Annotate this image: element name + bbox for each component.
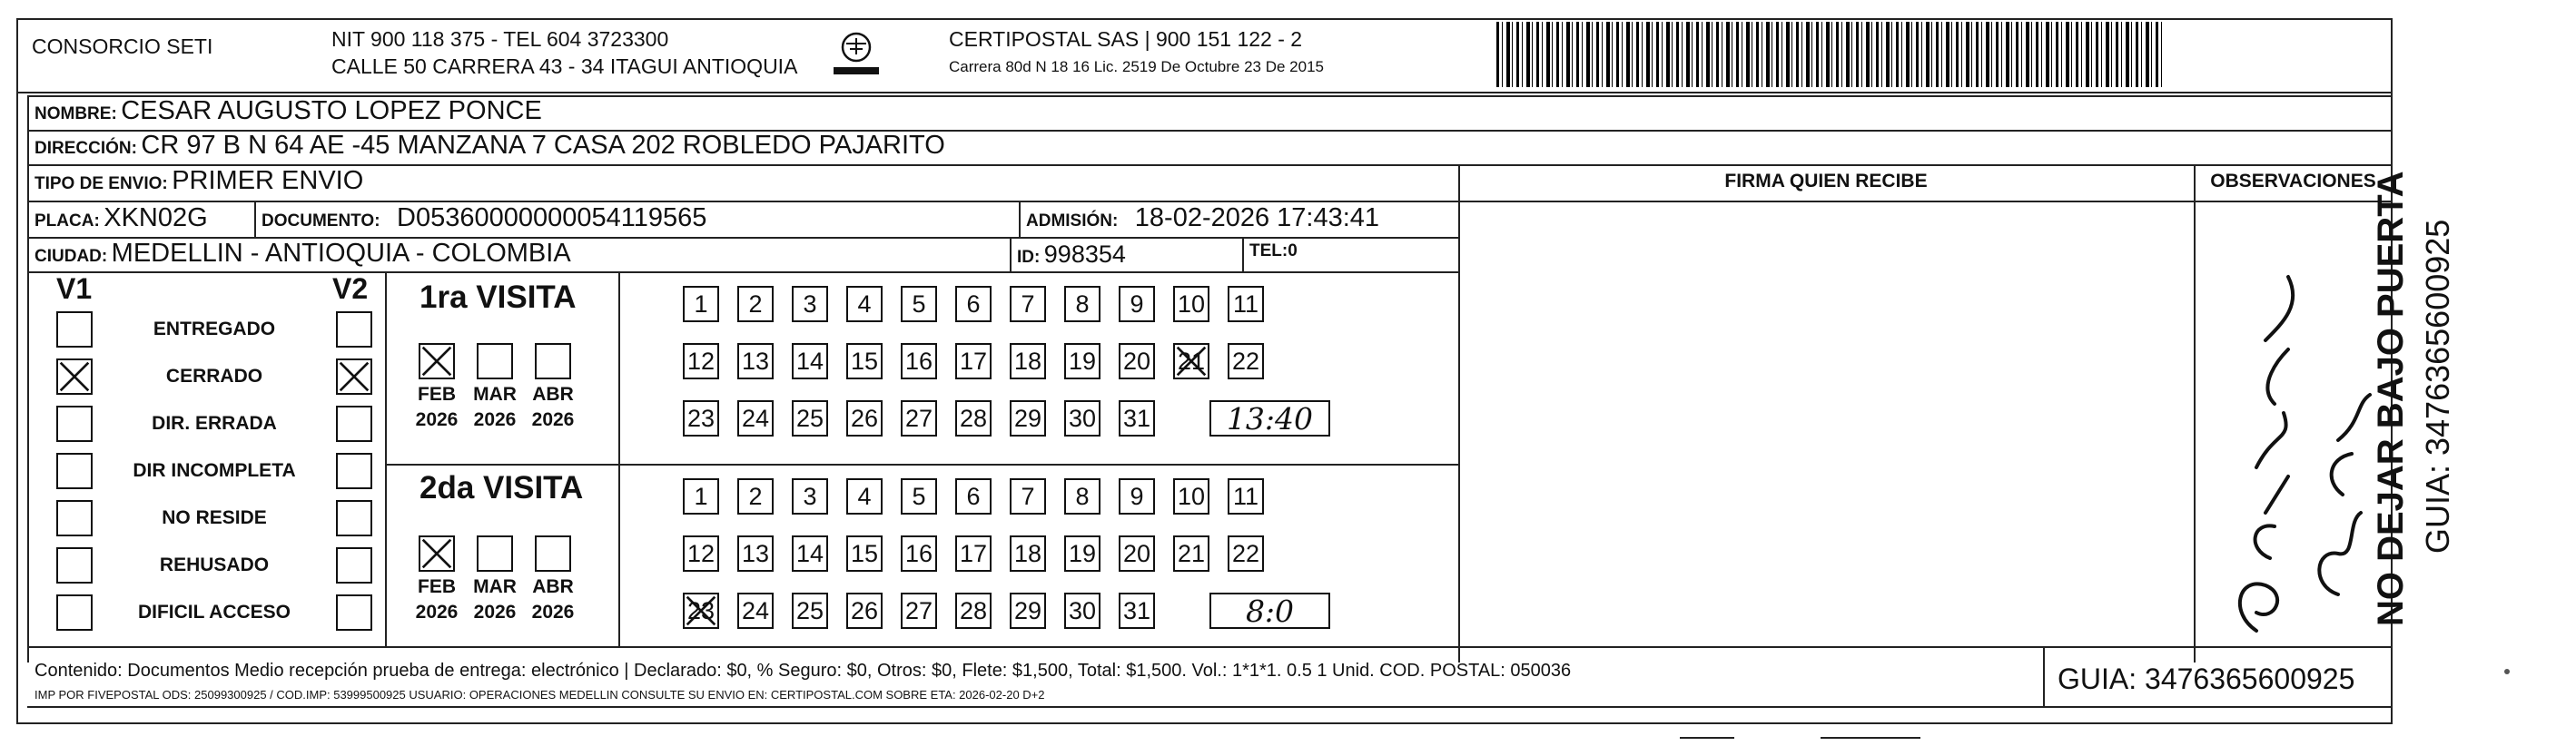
visit-month-label: ABR xyxy=(532,384,574,405)
visit-1-day-box[interactable]: 15 xyxy=(846,343,883,379)
footer-guia-divider xyxy=(2043,646,2045,706)
visit-2-day-box[interactable]: 31 xyxy=(1119,593,1155,629)
nombre-label: NOMBRE: xyxy=(35,104,117,123)
tel-value: 0 xyxy=(1288,241,1298,260)
visit-2-day-box[interactable]: 13 xyxy=(737,535,774,572)
col-line xyxy=(1242,237,1244,271)
admision-label: ADMISIÓN: xyxy=(1026,211,1119,231)
visit-1-month-checkbox[interactable] xyxy=(419,343,455,379)
ciudad-label: CIUDAD: xyxy=(35,247,108,266)
visit-1-day-box[interactable]: 7 xyxy=(1010,286,1046,322)
visit-month-label: MAR xyxy=(473,576,517,597)
visit-year-label: 2026 xyxy=(415,602,459,623)
footer-imp: IMP POR FIVEPOSTAL ODS: 25099300925 / COD.IMP: 53999500925 USUARIO: OPERACIONES MEDELLIN CONSULTE SU ENVIO EN: CERTIPOSTAL.COM SOBRE ETA: 2026-02-20 D+2 xyxy=(35,688,1045,702)
certipostal-logo xyxy=(828,27,884,82)
visit-2-day-box[interactable]: 4 xyxy=(846,478,883,515)
footer-bottom-line xyxy=(27,706,2393,708)
visit-1-day-box[interactable]: 30 xyxy=(1064,400,1100,437)
visit-month-label: FEB xyxy=(418,384,456,405)
documento-value: D05360000000054119565 xyxy=(397,203,707,232)
visit-2-day-box[interactable]: 16 xyxy=(901,535,937,572)
tipo-envio-row xyxy=(35,166,363,196)
nombre-row xyxy=(35,96,542,126)
visit-2-day-box[interactable]: 11 xyxy=(1228,478,1264,515)
visit-year-label: 2026 xyxy=(415,409,459,430)
placa-value: XKN02G xyxy=(104,203,208,232)
visit-2-day-box[interactable]: 19 xyxy=(1064,535,1100,572)
ciudad-value: MEDELLIN - ANTIOQUIA - COLOMBIA xyxy=(111,239,571,268)
documento-label: DOCUMENTO: xyxy=(262,211,380,231)
visit-1-month-checkbox[interactable] xyxy=(535,343,571,379)
v2-checkbox[interactable] xyxy=(336,406,372,442)
v1-checkbox[interactable] xyxy=(56,358,93,395)
firma-header: FIRMA QUIEN RECIBE xyxy=(1724,171,1928,191)
v1-checkbox[interactable] xyxy=(56,453,93,489)
visit-1-day-box[interactable]: 13 xyxy=(737,343,774,379)
edge-mark xyxy=(1821,737,1920,739)
visit-year-label: 2026 xyxy=(531,602,575,623)
status-option-label: CERRADO xyxy=(165,366,263,387)
visit-2-day-box[interactable]: 9 xyxy=(1119,478,1155,515)
visit-1-day-box[interactable]: 20 xyxy=(1119,343,1155,379)
visit-1-day-box[interactable]: 3 xyxy=(792,286,828,322)
v1-checkbox[interactable] xyxy=(56,547,93,584)
visit-2-day-box[interactable]: 28 xyxy=(955,593,992,629)
visit-1-day-box[interactable]: 24 xyxy=(737,400,774,437)
visit-2-day-box[interactable]: 1 xyxy=(683,478,719,515)
placa-row xyxy=(35,203,208,233)
visit-month-label: MAR xyxy=(473,384,517,405)
visit-2-day-box[interactable]: 22 xyxy=(1228,535,1264,572)
nombre-value: CESAR AUGUSTO LOPEZ PONCE xyxy=(121,96,542,125)
tel-row xyxy=(1249,241,1298,261)
visit-2-day-box[interactable]: 10 xyxy=(1173,478,1209,515)
barcode xyxy=(1496,22,2163,87)
visit-1-day-box[interactable]: 12 xyxy=(683,343,719,379)
visit-1-day-box[interactable]: 22 xyxy=(1228,343,1264,379)
admision-row xyxy=(1026,203,1379,233)
side-guia: GUIA: 3476365600925 xyxy=(2419,219,2456,554)
col-line xyxy=(1010,237,1012,271)
visit-month-label: ABR xyxy=(532,576,574,597)
handwritten-x-mark xyxy=(1175,345,1208,378)
courier-name: CERTIPOSTAL SAS | 900 151 122 - 2 xyxy=(949,27,1303,51)
status-option-label: NO RESIDE xyxy=(162,507,267,528)
visit-1-day-box[interactable]: 9 xyxy=(1119,286,1155,322)
sender-address: CALLE 50 CARRERA 43 - 34 ITAGUI ANTIOQUIA xyxy=(331,54,798,78)
visit-2-day-box[interactable]: 12 xyxy=(683,535,719,572)
visit-1-day-box[interactable]: 18 xyxy=(1010,343,1046,379)
visit-1-day-box[interactable]: 29 xyxy=(1010,400,1046,437)
v1-checkbox[interactable] xyxy=(56,406,93,442)
visit-1-day-box[interactable]: 19 xyxy=(1064,343,1100,379)
edge-mark xyxy=(1680,737,1734,739)
status-option-label: DIR. ERRADA xyxy=(152,413,277,434)
ciudad-row xyxy=(35,239,571,269)
footer-contenido: Contenido: Documentos Medio recepción prueba de entrega: electrónico | Declarado: $0, % Seguro: $0, Otros: $0, Flete: $1,500, Total: $1,500. Vol.: 1*1*1. 0.5 1 Unid. COD. POSTAL: 050036 xyxy=(35,661,1572,681)
visit-2-day-box[interactable]: 8 xyxy=(1064,478,1100,515)
placa-label: PLACA: xyxy=(35,211,100,231)
v2-checkbox[interactable] xyxy=(336,358,372,395)
section-divider xyxy=(385,271,387,646)
visit-1-day-box[interactable]: 10 xyxy=(1173,286,1209,322)
visit-2-month-checkbox[interactable] xyxy=(419,535,455,572)
direccion-row xyxy=(35,131,945,161)
visit-1-time-box[interactable]: 13:40 xyxy=(1209,400,1330,437)
id-row xyxy=(1017,240,1126,269)
tipo-envio-label: TIPO DE ENVIO: xyxy=(35,174,168,193)
form-left-border xyxy=(27,95,29,663)
visit-2-day-box[interactable]: 17 xyxy=(955,535,992,572)
visit-month-label: FEB xyxy=(418,576,456,597)
visit-2-day-box[interactable]: 15 xyxy=(846,535,883,572)
admision-value: 18-02-2026 17:43:41 xyxy=(1134,203,1380,232)
visit-2-day-box[interactable]: 30 xyxy=(1064,593,1100,629)
visit-1-day-box[interactable]: 27 xyxy=(901,400,937,437)
v2-checkbox[interactable] xyxy=(336,500,372,536)
visit-1-month-checkbox[interactable] xyxy=(477,343,513,379)
visit-2-day-box[interactable]: 20 xyxy=(1119,535,1155,572)
v2-checkbox[interactable] xyxy=(336,311,372,348)
status-option-label: DIFICIL ACCESO xyxy=(137,602,291,623)
id-value: 998354 xyxy=(1043,240,1126,268)
visit-1-day-box[interactable]: 21 xyxy=(1173,343,1209,379)
col-line xyxy=(254,201,256,237)
visit-1-day-box[interactable]: 26 xyxy=(846,400,883,437)
v1-checkbox[interactable] xyxy=(56,311,93,348)
visit-1-title: 1ra VISITA xyxy=(419,280,577,315)
visit-year-label: 2026 xyxy=(473,409,517,430)
visit-year-label: 2026 xyxy=(473,602,517,623)
visit-1-day-box[interactable]: 2 xyxy=(737,286,774,322)
header-divider xyxy=(16,92,2391,93)
row-line xyxy=(27,271,1460,273)
visit-2-day-box[interactable]: 23 xyxy=(683,593,719,629)
visit-section-line xyxy=(618,271,620,646)
visit-2-day-box[interactable]: 7 xyxy=(1010,478,1046,515)
v2-checkbox[interactable] xyxy=(336,453,372,489)
v2-label: V2 xyxy=(332,272,369,305)
sender-nit: NIT 900 118 375 - TEL 604 3723300 xyxy=(331,27,669,51)
row-line xyxy=(27,201,1460,202)
row-line xyxy=(27,164,2393,166)
v1-label: V1 xyxy=(56,272,93,305)
firma-column-left-line xyxy=(1458,164,1460,663)
visit-1-day-box[interactable]: 28 xyxy=(955,400,992,437)
visit-2-day-box[interactable]: 21 xyxy=(1173,535,1209,572)
visit-2-day-box[interactable]: 2 xyxy=(737,478,774,515)
visit-1-day-box[interactable]: 14 xyxy=(792,343,828,379)
column-header-line xyxy=(1458,201,2393,202)
visit-2-day-box[interactable]: 29 xyxy=(1010,593,1046,629)
visit-1-day-box[interactable]: 6 xyxy=(955,286,992,322)
visit-2-day-box[interactable]: 18 xyxy=(1010,535,1046,572)
visit-2-day-box[interactable]: 14 xyxy=(792,535,828,572)
visit-2-day-box[interactable]: 26 xyxy=(846,593,883,629)
stray-mark xyxy=(2504,669,2510,674)
visit-1-day-box[interactable]: 25 xyxy=(792,400,828,437)
visit-1-day-box[interactable]: 5 xyxy=(901,286,937,322)
visit-year-label: 2026 xyxy=(531,409,575,430)
visit-2-month-checkbox[interactable] xyxy=(477,535,513,572)
status-option-label: ENTREGADO xyxy=(153,319,276,339)
documento-row xyxy=(262,203,706,233)
visit-1-day-box[interactable]: 1 xyxy=(683,286,719,322)
direccion-value: CR 97 B N 64 AE -45 MANZANA 7 CASA 202 ROBLEDO PAJARITO xyxy=(141,131,945,160)
tel-label: TEL: xyxy=(1249,241,1288,260)
tipo-envio-value: PRIMER ENVIO xyxy=(172,166,364,195)
visit-2-day-box[interactable]: 27 xyxy=(901,593,937,629)
v1-checkbox[interactable] xyxy=(56,500,93,536)
visit-2-day-box[interactable]: 6 xyxy=(955,478,992,515)
col-line xyxy=(1019,201,1021,237)
visit-1-day-box[interactable]: 16 xyxy=(901,343,937,379)
visit-2-day-box[interactable]: 5 xyxy=(901,478,937,515)
visit-2-day-box[interactable]: 25 xyxy=(792,593,828,629)
v2-checkbox[interactable] xyxy=(336,594,372,631)
observaciones-header: OBSERVACIONES xyxy=(2210,171,2376,191)
visit-1-day-box[interactable]: 11 xyxy=(1228,286,1264,322)
id-label: ID: xyxy=(1017,248,1041,267)
handwritten-signature xyxy=(2202,250,2384,649)
visit-2-time-box[interactable]: 8:0 xyxy=(1209,593,1330,629)
status-option-label: DIR INCOMPLETA xyxy=(133,460,296,481)
sender-name: CONSORCIO SETI xyxy=(32,34,213,58)
v1-checkbox[interactable] xyxy=(56,594,93,631)
visit-1-day-box[interactable]: 8 xyxy=(1064,286,1100,322)
v2-checkbox[interactable] xyxy=(336,547,372,584)
visit-1-day-box[interactable]: 4 xyxy=(846,286,883,322)
visit-2-title: 2da VISITA xyxy=(419,470,584,506)
visit-1-day-box[interactable]: 31 xyxy=(1119,400,1155,437)
side-warning: NO DEJAR BAJO PUERTA xyxy=(2371,171,2411,626)
visit-2-day-box[interactable]: 24 xyxy=(737,593,774,629)
visit-1-day-box[interactable]: 23 xyxy=(683,400,719,437)
status-option-label: REHUSADO xyxy=(159,555,270,575)
handwritten-x-mark xyxy=(685,594,717,627)
courier-license: Carrera 80d N 18 16 Lic. 2519 De Octubre 23 De 2015 xyxy=(949,58,1324,75)
visit-divider xyxy=(385,464,1460,466)
observaciones-column-left-line xyxy=(2194,164,2196,663)
visit-2-day-box[interactable]: 3 xyxy=(792,478,828,515)
visit-1-day-box[interactable]: 17 xyxy=(955,343,992,379)
visit-2-month-checkbox[interactable] xyxy=(535,535,571,572)
direccion-label: DIRECCIÓN: xyxy=(35,139,137,158)
footer-top-line xyxy=(27,646,2393,648)
footer-guia: GUIA: 3476365600925 xyxy=(2058,663,2355,695)
